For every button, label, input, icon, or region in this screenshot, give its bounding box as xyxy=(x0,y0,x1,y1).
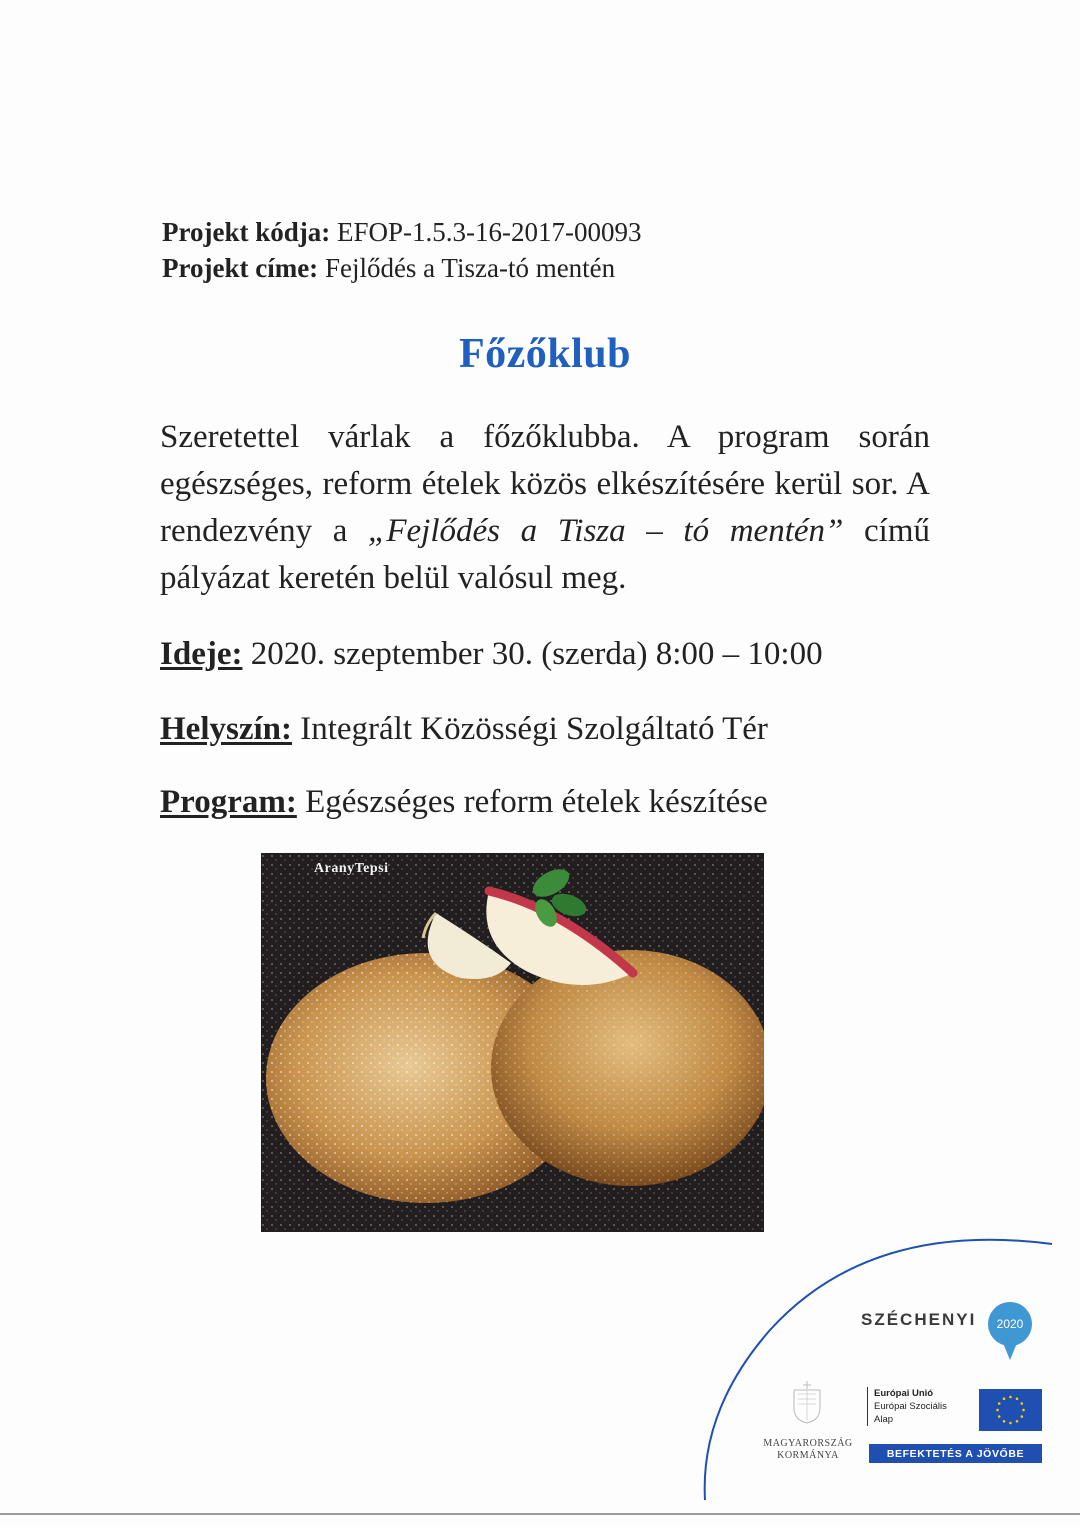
time-line xyxy=(160,636,823,673)
eu-flag-icon xyxy=(979,1389,1042,1431)
szechenyi-logo-text: SZÉCHENYI xyxy=(861,1310,977,1329)
project-title-value: Fejlődés a Tisza-tó mentén xyxy=(324,253,616,283)
program-value: Egészséges reform ételek készítése xyxy=(305,784,768,820)
program-line xyxy=(160,784,768,821)
time-value: 2020. szeptember 30. (szerda) 8:00 – 10:00 xyxy=(250,636,823,672)
photo-watermark: AranyTepsi xyxy=(314,861,389,876)
project-code-line xyxy=(162,214,642,250)
intro-text-after: című pályázat keretén belül valósul meg. xyxy=(160,513,930,596)
szechenyi-2020-badge xyxy=(988,1302,1032,1346)
place-line xyxy=(160,711,768,748)
time-label: Ideje: xyxy=(160,636,243,672)
eu-line-3: Alap xyxy=(874,1414,894,1425)
eu-line-2: Európai Szociális xyxy=(874,1401,947,1412)
project-code-value: EFOP-1.5.3-16-2017-00093 xyxy=(337,217,642,247)
project-title-line xyxy=(162,250,642,286)
eu-stars-icon xyxy=(979,1389,1042,1431)
place-value: Integrált Közösségi Szolgáltató Tér xyxy=(300,711,768,747)
project-title-label: Projekt címe: xyxy=(162,253,319,283)
eu-line-1: Európai Unió xyxy=(874,1388,934,1399)
invest-banner: BEFEKTETÉS A JÖVŐBE xyxy=(869,1444,1042,1463)
pancake-illustration xyxy=(261,853,764,1232)
program-label: Program: xyxy=(160,784,297,820)
government-logo-text: MAGYARORSZÁG KORMÁNYA xyxy=(763,1438,853,1461)
eu-fund-text xyxy=(867,1387,947,1426)
intro-quote: „Fejlődés a Tisza – tó mentén” xyxy=(368,513,844,549)
place-label: Helyszín: xyxy=(160,711,292,747)
project-code-label: Projekt kódja: xyxy=(162,217,331,247)
pancake-photo xyxy=(261,853,764,1232)
page-title: Főzőklub xyxy=(458,331,632,377)
intro-text-before: Szeretettel várlak a főzőklubba. A program során egészséges, reform ételek közös elkészítésére kerül sor. A rendezvény a xyxy=(160,419,930,549)
coat-of-arms-icon xyxy=(790,1380,824,1424)
szechenyi-2020-label: 2020 xyxy=(996,1317,1024,1331)
intro-paragraph xyxy=(160,414,930,602)
scan-edge-line xyxy=(0,1513,1080,1515)
project-meta xyxy=(162,214,642,286)
